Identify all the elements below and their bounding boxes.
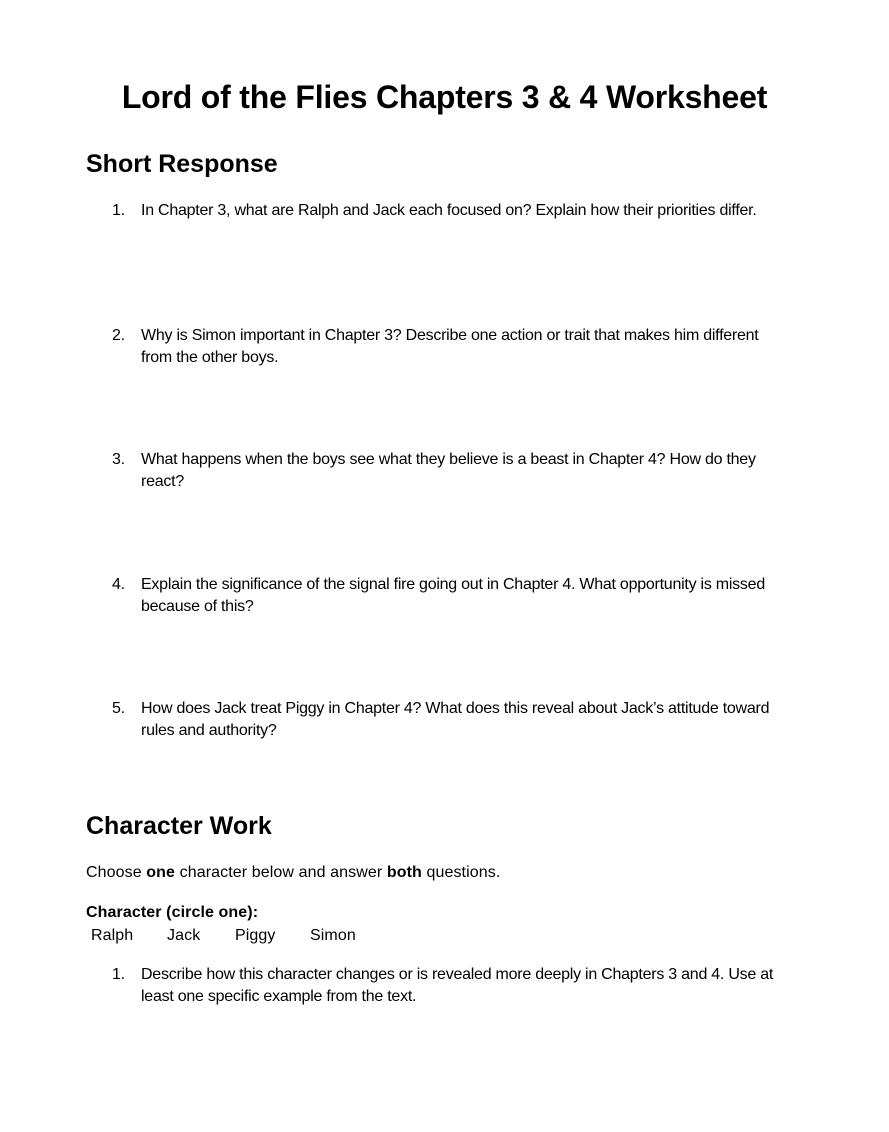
question-number: 1. — [112, 966, 125, 983]
question-item-1 — [112, 200, 792, 222]
question-number: 3. — [112, 451, 125, 468]
character-question-item-1 — [112, 964, 792, 1008]
character-option-simon: Simon — [310, 927, 356, 944]
instructions-text: Choose — [86, 864, 147, 881]
character-option-ralph: Ralph — [91, 927, 134, 944]
page-title: Lord of the Flies Chapters 3 & 4 Worksheet — [121, 79, 768, 115]
character-option-piggy: Piggy — [235, 927, 276, 944]
section-heading-character-work: Character Work — [86, 812, 272, 840]
question-item-5 — [112, 698, 792, 742]
question-item-2 — [112, 325, 792, 369]
question-number: 1. — [112, 202, 125, 219]
question-text: Why is Simon important in Chapter 3? Describe one action or trait that makes him different from the other boys. — [141, 327, 759, 366]
section-heading-short-response: Short Response — [86, 150, 278, 178]
instructions-emphasis-one: one — [146, 864, 176, 881]
question-number: 5. — [112, 700, 125, 717]
character-options — [91, 925, 356, 947]
instructions-text: character below and answer — [175, 864, 387, 881]
question-number: 2. — [112, 327, 125, 344]
question-text: How does Jack treat Piggy in Chapter 4? What does this reveal about Jack’s attitude toward rules and authority? — [141, 700, 770, 739]
question-text: What happens when the boys see what they believe is a beast in Chapter 4? How do they react? — [141, 451, 756, 490]
instructions-text: questions. — [421, 864, 501, 881]
question-text: In Chapter 3, what are Ralph and Jack each focused on? Explain how their priorities differ. — [141, 202, 757, 219]
question-text: Explain the significance of the signal fire going out in Chapter 4. What opportunity is missed because of this? — [141, 576, 765, 615]
instructions-emphasis-both: both — [386, 864, 422, 881]
character-instructions — [86, 862, 500, 884]
character-option-jack: Jack — [167, 927, 201, 944]
question-text: Describe how this character changes or is revealed more deeply in Chapters 3 and 4. Use at least one specific example from the text. — [141, 966, 774, 1005]
question-number: 4. — [112, 576, 125, 593]
question-item-3 — [112, 449, 792, 493]
question-item-4 — [112, 574, 792, 618]
character-circle-label: Character (circle one): — [86, 904, 259, 921]
